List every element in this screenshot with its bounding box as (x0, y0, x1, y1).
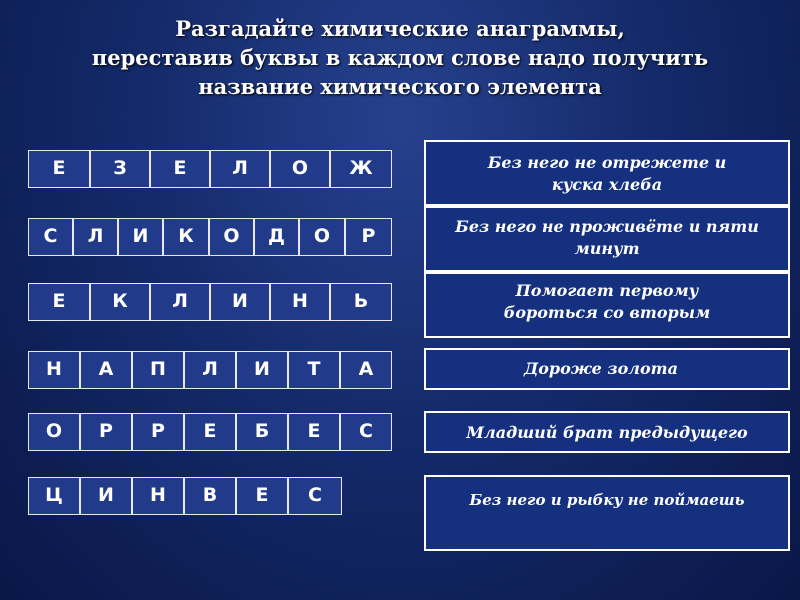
letter: И (98, 484, 114, 506)
letter-cell[interactable] (150, 150, 210, 188)
clue-box-2[interactable] (424, 206, 790, 272)
clue-text-2: Без него не проживёте и пяти минут (455, 217, 759, 258)
letter: Е (173, 157, 187, 179)
letter-cell[interactable] (270, 283, 330, 321)
letter: Р (361, 225, 376, 247)
letter: Ж (349, 157, 373, 179)
letter: А (98, 358, 114, 380)
letter: Д (268, 225, 285, 247)
letter: Н (292, 290, 308, 312)
letter: Е (52, 157, 66, 179)
letter-cell[interactable] (236, 351, 288, 389)
anagram-row-4 (28, 351, 392, 389)
letter-cell[interactable] (254, 218, 299, 256)
letter-cell[interactable] (132, 477, 184, 515)
letter: Т (307, 358, 321, 380)
letter: Б (254, 420, 270, 442)
letter-cell[interactable] (80, 413, 132, 451)
letter: В (202, 484, 218, 506)
letter-cell[interactable] (288, 477, 342, 515)
letter: О (223, 225, 240, 247)
letter: Н (46, 358, 62, 380)
letter-cell[interactable] (209, 218, 254, 256)
letter: О (313, 225, 331, 247)
clue-box-5[interactable] (424, 411, 790, 453)
letter-cell[interactable] (270, 150, 330, 188)
anagram-row-5 (28, 413, 392, 451)
letter-cell[interactable] (80, 477, 132, 515)
letter-cell[interactable] (28, 150, 90, 188)
clue-text-4: Дороже золота (524, 359, 678, 378)
letter-cell[interactable] (184, 351, 236, 389)
title-line-3: название химического элемента (198, 74, 602, 99)
letter-cell[interactable] (118, 218, 163, 256)
letter: Р (151, 420, 165, 442)
letter: О (45, 420, 63, 442)
clue-box-6[interactable] (424, 475, 790, 551)
letter: С (43, 225, 58, 247)
clue-text-3: Помогает первому бороться со вторым (503, 281, 711, 322)
letter-cell[interactable] (340, 351, 392, 389)
letter: О (291, 157, 309, 179)
letter-cell[interactable] (210, 150, 270, 188)
letter-cell[interactable] (80, 351, 132, 389)
letter-cell[interactable] (330, 150, 392, 188)
letter: Е (307, 420, 321, 442)
letter-cell[interactable] (288, 413, 340, 451)
anagram-row-2 (28, 218, 392, 256)
anagram-row-1 (28, 150, 392, 188)
letter-cell[interactable] (184, 477, 236, 515)
letter-cell[interactable] (330, 283, 392, 321)
letter-cell[interactable] (28, 218, 73, 256)
letter: А (358, 358, 374, 380)
letter-cell[interactable] (28, 283, 90, 321)
letter: Ц (45, 484, 63, 506)
letter: С (308, 484, 322, 506)
anagram-row-6 (28, 477, 342, 515)
letter-cell[interactable] (90, 150, 150, 188)
letter: З (113, 157, 127, 179)
letter-cell[interactable] (28, 477, 80, 515)
letter: Л (232, 157, 248, 179)
letter: Л (202, 358, 218, 380)
letter: Е (52, 290, 66, 312)
letter: С (359, 420, 373, 442)
letter-cell[interactable] (73, 218, 118, 256)
letter-cell[interactable] (132, 351, 184, 389)
letter: Е (255, 484, 269, 506)
letter-cell[interactable] (288, 351, 340, 389)
letter: К (178, 225, 194, 247)
letter: Л (172, 290, 188, 312)
letter-cell[interactable] (184, 413, 236, 451)
letter-cell[interactable] (299, 218, 345, 256)
clue-box-4[interactable] (424, 348, 790, 390)
letter-cell[interactable] (150, 283, 210, 321)
letter-cell[interactable] (28, 351, 80, 389)
letter: П (150, 358, 166, 380)
letter-cell[interactable] (90, 283, 150, 321)
letter-cell[interactable] (132, 413, 184, 451)
letter-cell[interactable] (163, 218, 209, 256)
letter: Н (150, 484, 166, 506)
letter: Ь (353, 290, 369, 312)
letter: Л (87, 225, 104, 247)
clue-box-3[interactable] (424, 272, 790, 338)
letter: Р (99, 420, 113, 442)
clue-text-1: Без него не отрежете и куска хлеба (487, 153, 727, 194)
letter: Е (203, 420, 217, 442)
title-line-2: переставив буквы в каждом слове надо получить (91, 45, 709, 70)
page-title (0, 14, 800, 101)
letter-cell[interactable] (236, 413, 288, 451)
clue-text-6: Без него и рыбку не поймаешь (469, 491, 745, 509)
clue-text-5: Младший брат предыдущего (466, 423, 748, 442)
letter-cell[interactable] (236, 477, 288, 515)
letter-cell[interactable] (210, 283, 270, 321)
letter: И (232, 290, 248, 312)
letter-cell[interactable] (345, 218, 392, 256)
anagram-row-3 (28, 283, 392, 321)
letter: И (254, 358, 270, 380)
letter-cell[interactable] (340, 413, 392, 451)
letter: И (132, 225, 149, 247)
title-line-1: Разгадайте химические анаграммы, (175, 16, 625, 41)
letter-cell[interactable] (28, 413, 80, 451)
clue-box-1[interactable] (424, 140, 790, 206)
letter: К (112, 290, 128, 312)
